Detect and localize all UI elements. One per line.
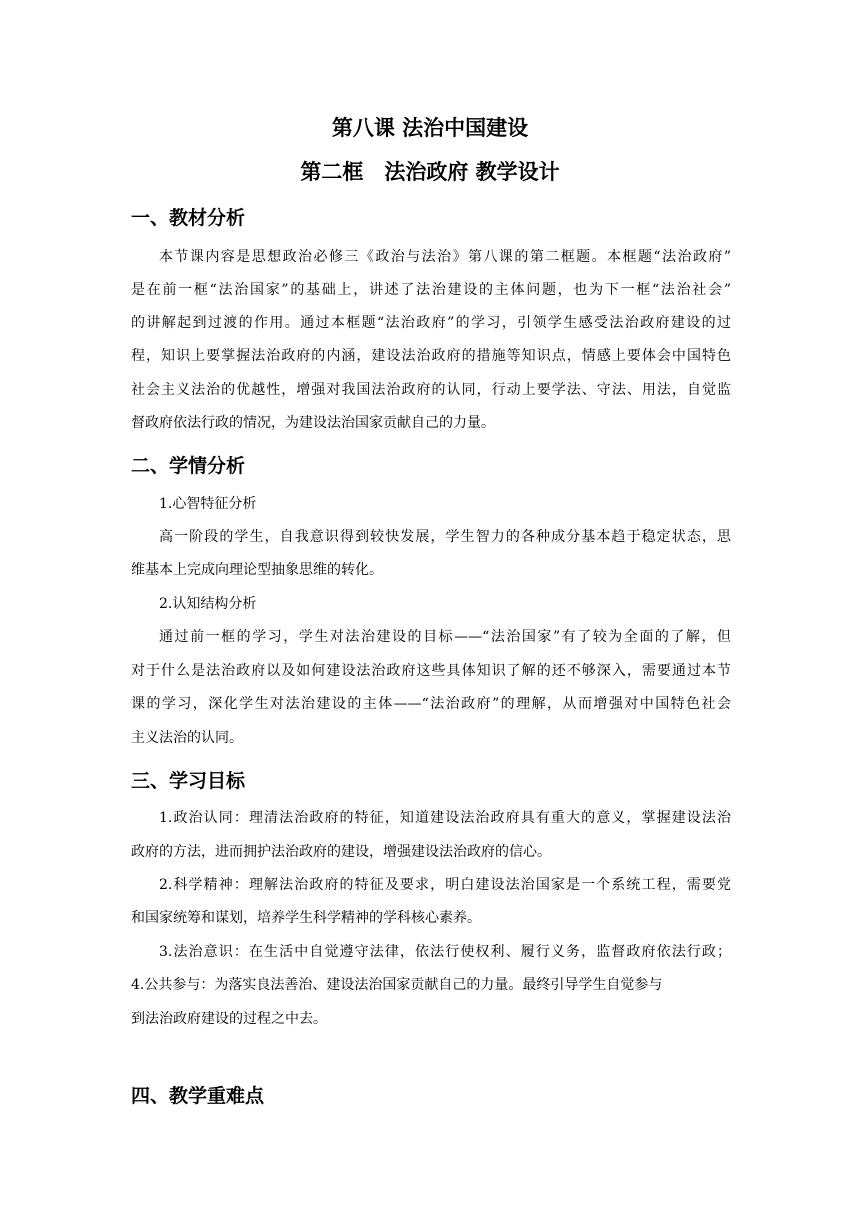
paragraph-line: 主义法治的认同。	[131, 730, 243, 746]
subheading-mental-traits: 1.心智特征分析	[159, 496, 257, 512]
section-heading-textbook-analysis: 一、教材分析	[131, 207, 246, 229]
objective-line: 到法治政府建设的过程之中去。	[131, 1011, 327, 1027]
paragraph-line: 维基本上完成向理论型抽象思维的转化。	[131, 562, 383, 578]
objective-line: 3.法治意识：在生活中自觉遵守法律，依法行使权利、履行义务，监督政府依法行政；	[159, 944, 731, 960]
lesson-title: 第八课 法治中国建设	[331, 116, 529, 140]
paragraph-line: 社会主义法治的优越性，增强对我国法治政府的认同，行动上要学法、守法、用法，自觉监	[131, 382, 731, 398]
objective-line: 2.科学精神：理解法治政府的特征及要求，明白建设法治国家是一个系统工程，需要党	[159, 877, 731, 893]
paragraph-line: 督政府依法行政的情况，为建设法治国家贡献自己的力量。	[131, 415, 495, 431]
objective-line: 1.政治认同：理清法治政府的特征，知道建设法治政府具有重大的意义，掌握建设法治	[159, 810, 731, 826]
subheading-cognitive-structure: 2.认知结构分析	[159, 596, 257, 612]
paragraph-line: 程，知识上要掌握法治政府的内涵，建设法治政府的措施等知识点，情感上要体会中国特色	[131, 348, 731, 364]
section-heading-key-difficulties: 四、教学重难点	[131, 1085, 265, 1107]
section-heading-learning-objectives: 三、学习目标	[131, 770, 246, 792]
paragraph-line: 对于什么是法治政府以及如何建设法治政府这些具体知识了解的还不够深入，需要通过本节	[131, 663, 731, 679]
objective-line: 和国家统筹和谋划，培养学生科学精神的学科核心素养。	[131, 910, 481, 926]
paragraph-line: 是在前一框“法治国家”的基础上，讲述了法治建设的主体问题，也为下一框“法治社会”	[131, 282, 731, 298]
objective-line: 政府的方法，进而拥护法治政府的建设，增强建设法治政府的信心。	[131, 844, 551, 860]
objective-line: 4.公共参与：为落实良法善治、建设法治国家贡献自己的力量。最终引导学生自觉参与	[131, 977, 663, 993]
section-heading-learner-analysis: 二、学情分析	[131, 455, 246, 477]
paragraph-line: 高一阶段的学生，自我意识得到较快发展，学生智力的各种成分基本趋于稳定状态，思	[159, 529, 731, 545]
paragraph-line: 的讲解起到过渡的作用。通过本框题“法治政府”的学习，引领学生感受法治政府建设的过	[131, 315, 731, 331]
paragraph-line: 课的学习，深化学生对法治建设的主体——“法治政府”的理解，从而增强对中国特色社会	[131, 696, 731, 712]
paragraph-line: 本节课内容是思想政治必修三《政治与法治》第八课的第二框题。本框题“法治政府”	[159, 249, 731, 265]
frame-title: 第二框 法治政府 教学设计	[300, 160, 560, 184]
paragraph-line: 通过前一框的学习，学生对法治建设的目标——“法治国家”有了较为全面的了解，但	[159, 629, 731, 645]
